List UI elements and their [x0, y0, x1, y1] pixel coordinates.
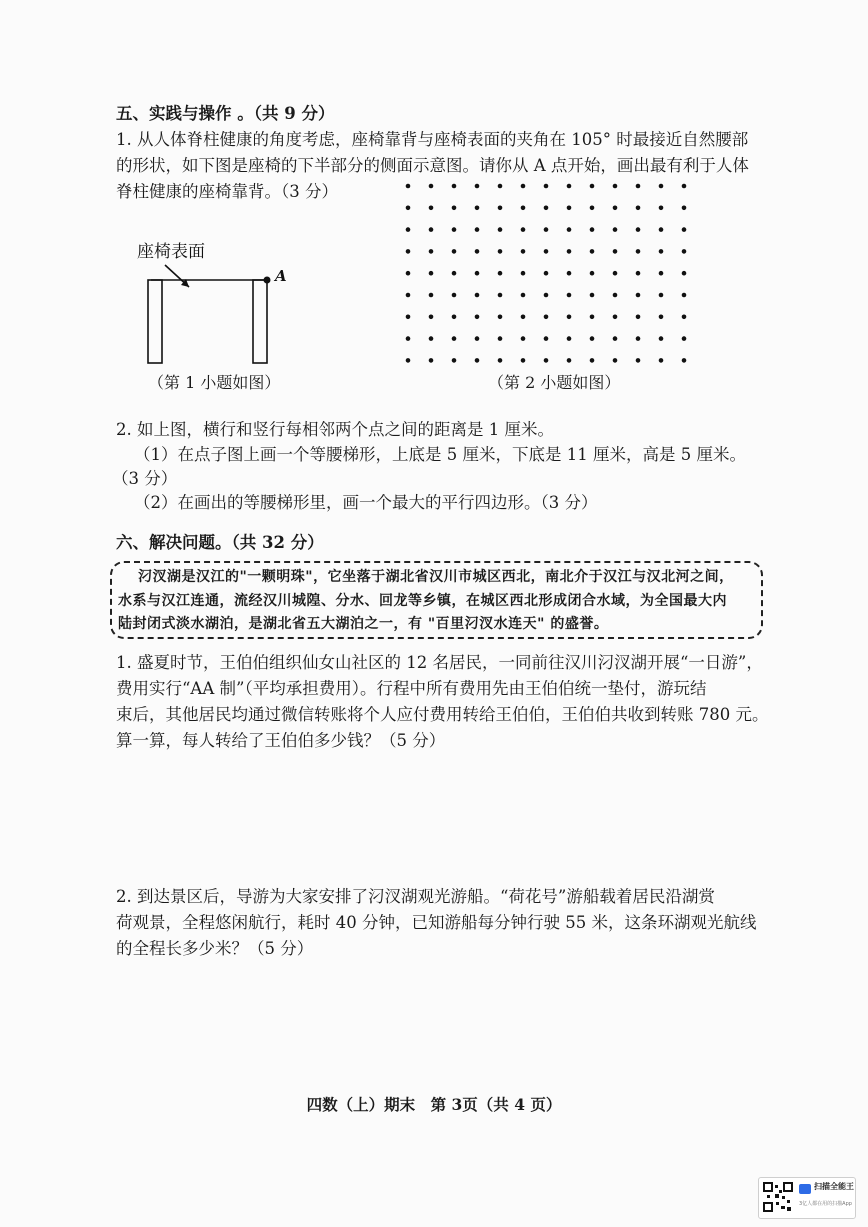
grid-dot — [544, 227, 549, 232]
grid-dot — [406, 358, 411, 363]
grid-dot — [659, 293, 664, 298]
grid-dot — [544, 315, 549, 320]
grid-dot — [498, 358, 503, 363]
grid-dot — [659, 315, 664, 320]
figure1-caption: （第 1 小题如图） — [148, 373, 281, 392]
grid-dot — [590, 249, 595, 254]
grid-dot — [544, 184, 549, 189]
grid-dot — [613, 336, 618, 341]
grid-dot — [521, 184, 526, 189]
grid-dot — [498, 293, 503, 298]
grid-dot — [452, 293, 457, 298]
grid-dot — [636, 249, 641, 254]
grid-dot — [475, 293, 480, 298]
qr-code-icon — [763, 1182, 793, 1212]
grid-dot — [475, 206, 480, 211]
grid-dot — [590, 315, 595, 320]
passage-line: 水系与汉江连通，流经汉川城隍、分水、回龙等乡镇，在城区西北形成闭合水域，为全国最大内 — [118, 593, 727, 609]
grid-dot — [590, 358, 595, 363]
grid-dot — [521, 206, 526, 211]
grid-dot — [636, 206, 641, 211]
grid-dot — [636, 358, 641, 363]
grid-dot — [659, 184, 664, 189]
seat-surface-label: 座椅表面 — [137, 242, 205, 262]
grid-dot — [406, 271, 411, 276]
grid-dot — [613, 206, 618, 211]
grid-dot — [590, 206, 595, 211]
scanner-tagline: 3亿人都在用的扫描App — [799, 1201, 852, 1207]
grid-dot — [682, 184, 687, 189]
grid-dot — [429, 206, 434, 211]
grid-dot — [659, 206, 664, 211]
grid-dot — [452, 315, 457, 320]
grid-dot — [567, 249, 572, 254]
grid-dot — [682, 249, 687, 254]
passage-box — [110, 561, 763, 639]
section6-q2-line3: 的全程长多少米？（5 分） — [116, 939, 314, 958]
grid-dot — [567, 315, 572, 320]
section5-q1-line3: 脊柱健康的座椅靠背。（3 分） — [116, 182, 338, 201]
point-a-marker — [264, 277, 271, 284]
section5-q2-line1: 2. 如上图，横行和竖行每相邻两个点之间的距离是 1 厘米。 — [116, 420, 554, 439]
grid-dot — [475, 249, 480, 254]
grid-dot — [452, 227, 457, 232]
section5-q1-line1: 1. 从人体脊柱健康的角度考虑，座椅靠背与座椅表面的夹角在 105° 时最接近自然腰部 — [116, 130, 749, 149]
grid-dot — [590, 184, 595, 189]
dot-grid — [398, 180, 698, 365]
grid-dot — [452, 206, 457, 211]
section6-q2-line2: 荷观景，全程悠闲航行，耗时 40 分钟，已知游船每分钟行驶 55 米，这条环湖观光航线 — [116, 913, 757, 932]
grid-dot — [429, 293, 434, 298]
figure2-caption: （第 2 小题如图） — [488, 373, 621, 392]
grid-dot — [659, 358, 664, 363]
grid-dot — [429, 271, 434, 276]
grid-dot — [613, 358, 618, 363]
grid-dot — [406, 249, 411, 254]
section6-q1-line3: 束后，其他居民均通过微信转账将个人应付费用转给王伯伯，王伯伯共收到转账 780 元。 — [116, 705, 769, 724]
grid-dot — [613, 271, 618, 276]
grid-dot — [682, 315, 687, 320]
scanner-logo-icon — [799, 1184, 811, 1194]
grid-dot — [521, 336, 526, 341]
grid-dot — [659, 271, 664, 276]
grid-dot — [406, 293, 411, 298]
grid-dot — [544, 249, 549, 254]
section6-q2-line1: 2. 到达景区后，导游为大家安排了汈汊湖观光游船。“荷花号”游船载着居民沿湖赏 — [116, 887, 715, 906]
grid-dot — [406, 184, 411, 189]
section5-q2-sub2: （2）在画出的等腰梯形里，画一个最大的平行四边形。（3 分） — [134, 493, 598, 512]
grid-dot — [613, 249, 618, 254]
grid-dot — [636, 315, 641, 320]
scanner-watermark — [758, 1177, 856, 1219]
grid-dot — [682, 293, 687, 298]
grid-dot — [636, 293, 641, 298]
grid-dot — [406, 206, 411, 211]
grid-dot — [452, 184, 457, 189]
grid-dot — [429, 336, 434, 341]
section5-q2-sub1-score: （3 分） — [112, 469, 178, 488]
section5-heading: 五、实践与操作 。（共 9 分） — [116, 104, 335, 123]
grid-dot — [429, 227, 434, 232]
grid-dot — [682, 271, 687, 276]
section6-heading: 六、解决问题。（共 32 分） — [116, 533, 324, 552]
grid-dot — [452, 358, 457, 363]
grid-dot — [406, 227, 411, 232]
grid-dot — [498, 227, 503, 232]
grid-dot — [613, 184, 618, 189]
grid-dot — [498, 336, 503, 341]
grid-dot — [498, 206, 503, 211]
grid-dot — [613, 293, 618, 298]
grid-dot — [590, 271, 595, 276]
section6-q1-line1: 1. 盛夏时节，王伯伯组织仙女山社区的 12 名居民，一同前往汉川汈汊湖开展“一日游”， — [116, 653, 763, 672]
grid-dot — [590, 227, 595, 232]
grid-dot — [475, 271, 480, 276]
grid-dot — [406, 315, 411, 320]
grid-dot — [544, 358, 549, 363]
grid-dot — [544, 336, 549, 341]
grid-dot — [498, 184, 503, 189]
grid-dot — [475, 358, 480, 363]
grid-dot — [659, 336, 664, 341]
grid-dot — [567, 358, 572, 363]
grid-dot — [498, 249, 503, 254]
chair-side-figure — [125, 225, 305, 375]
grid-dot — [636, 227, 641, 232]
grid-dot — [613, 227, 618, 232]
grid-dot — [659, 249, 664, 254]
grid-dot — [475, 227, 480, 232]
grid-dot — [590, 293, 595, 298]
grid-dot — [567, 206, 572, 211]
passage-line: 汈汊湖是汉江的"一颗明珠"，它坐落于湖北省汉川市城区西北，南北介于汉江与汉北河之间， — [138, 569, 734, 585]
grid-dot — [475, 336, 480, 341]
grid-dot — [429, 184, 434, 189]
grid-dot — [567, 293, 572, 298]
grid-dot — [567, 336, 572, 341]
grid-dot — [521, 358, 526, 363]
grid-dot — [567, 184, 572, 189]
page-footer: 四数（上）期末 第 3页（共 4 页） — [306, 1095, 562, 1114]
grid-dot — [682, 336, 687, 341]
grid-dot — [659, 227, 664, 232]
grid-dot — [498, 315, 503, 320]
section6-q1-line4: 算一算，每人转给了王伯伯多少钱？（5 分） — [116, 731, 446, 750]
grid-dot — [544, 271, 549, 276]
grid-dot — [682, 227, 687, 232]
grid-dot — [567, 227, 572, 232]
grid-dot — [521, 249, 526, 254]
grid-dot — [521, 293, 526, 298]
grid-dot — [544, 293, 549, 298]
section6-q1-line2: 费用实行“AA 制”（平均承担费用）。行程中所有费用先由王伯伯统一垫付，游玩结 — [116, 679, 707, 698]
grid-dot — [567, 271, 572, 276]
grid-dot — [475, 184, 480, 189]
grid-dot — [636, 271, 641, 276]
grid-dot — [521, 227, 526, 232]
grid-dot — [521, 271, 526, 276]
section5-q1-line2: 的形状，如下图是座椅的下半部分的侧面示意图。请你从 A 点开始，画出最有利于人体 — [116, 156, 749, 175]
grid-dot — [521, 315, 526, 320]
grid-dot — [636, 336, 641, 341]
scanner-name: 扫描全能王 — [814, 1182, 854, 1191]
grid-dot — [406, 336, 411, 341]
grid-dot — [498, 271, 503, 276]
grid-dot — [613, 315, 618, 320]
grid-dot — [636, 184, 641, 189]
point-a-label: A — [275, 267, 287, 285]
grid-dot — [682, 358, 687, 363]
grid-dot — [452, 249, 457, 254]
grid-dot — [429, 315, 434, 320]
section5-q2-sub1: （1）在点子图上画一个等腰梯形，上底是 5 厘米，下底是 11 厘米，高是 5 厘米。 — [134, 445, 746, 464]
grid-dot — [590, 336, 595, 341]
grid-dot — [475, 315, 480, 320]
grid-dot — [429, 358, 434, 363]
passage-line: 陆封闭式淡水湖泊，是湖北省五大湖泊之一，有 "百里汈汊水连天" 的盛誉。 — [118, 616, 609, 632]
grid-dot — [544, 206, 549, 211]
grid-dot — [452, 271, 457, 276]
grid-dot — [452, 336, 457, 341]
grid-dot — [682, 206, 687, 211]
grid-dot — [429, 249, 434, 254]
